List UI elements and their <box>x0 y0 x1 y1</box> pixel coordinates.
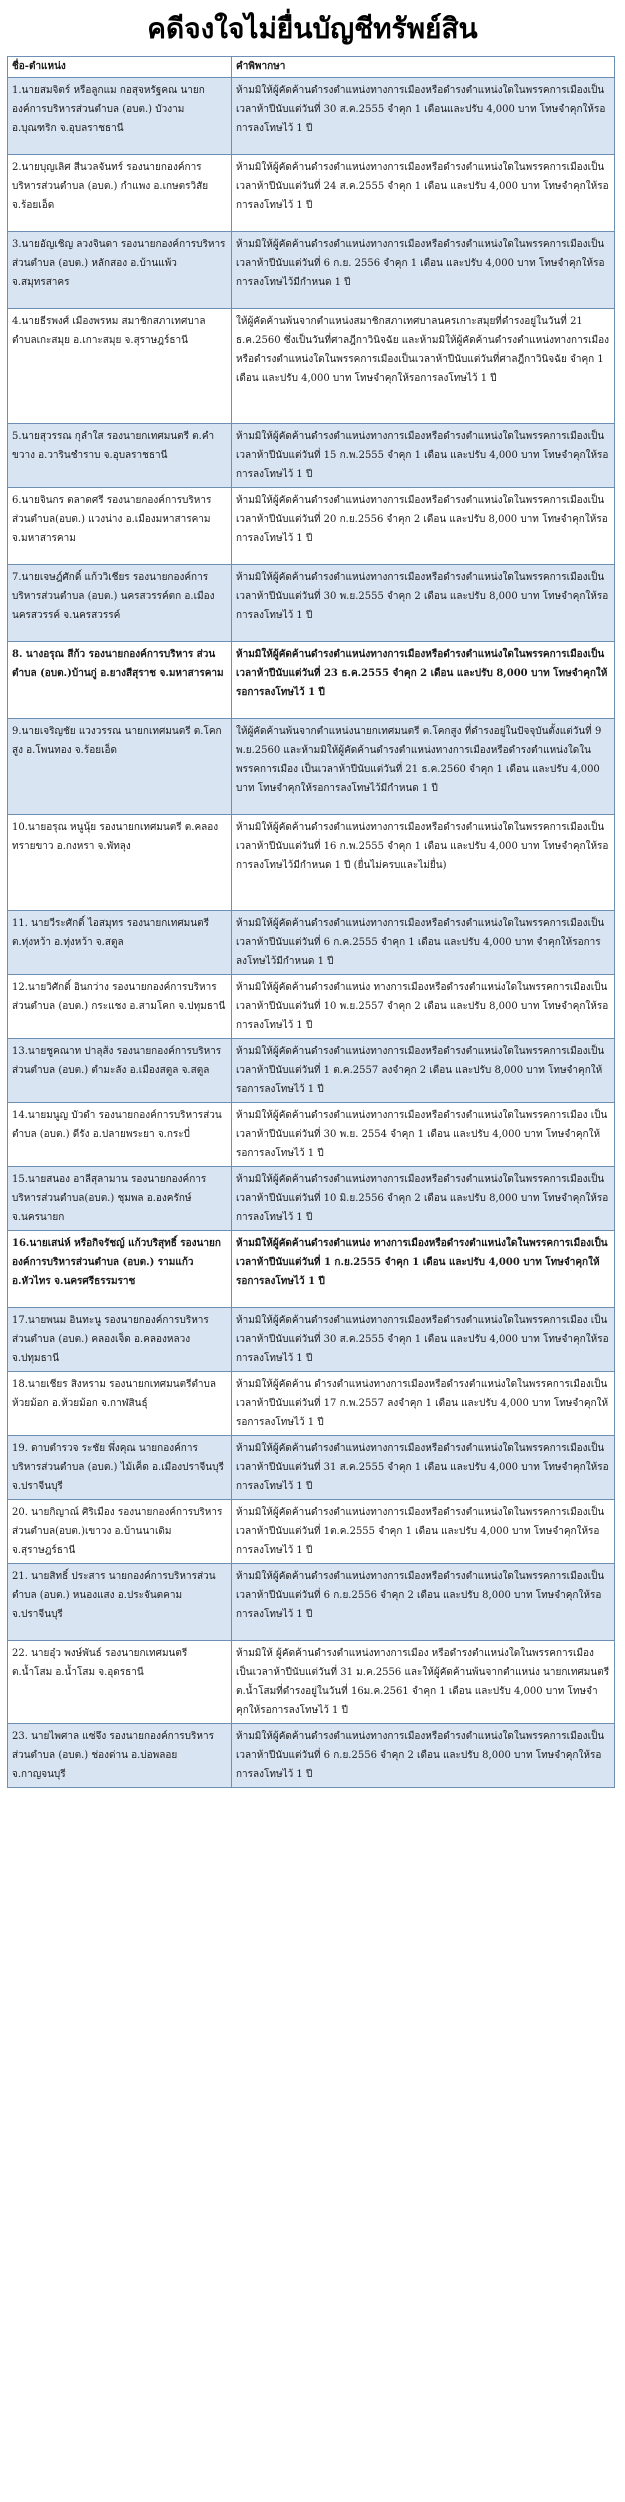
cell-name-position: 17.นายพนม อินทะนู รองนายกองค์การบริหารส่วนตำบล (อบต.) คลองเจ็ด อ.คลองหลวง จ.ปทุมธานี <box>8 1308 232 1372</box>
cell-name-position: 2.นายบุญเลิศ สีนวลจันทร์ รองนายกองค์การบริหารส่วนตำบล (อบต.) กำแพง อ.เกษตรวิสัย จ.ร้อยเอ็ด <box>8 155 232 232</box>
table-row <box>8 719 615 815</box>
cell-name-position: 10.นายอรุณ หนูนุ้ย รองนายกเทศมนตรี ต.คลองทรายขาว อ.กงหรา จ.พัทลุง <box>8 815 232 911</box>
page-title: คดีจงใจไม่ยื่นบัญชีทรัพย์สิน <box>147 12 478 45</box>
table-row <box>8 1372 615 1436</box>
cell-ruling: ห้ามมิให้ผู้คัดค้าน ดำรงตำแหน่งทางการเมืองหรือดำรงตำแหน่งใดในพรรคการเมืองเป็นเวลาห้าปีนับแต่วันที่ 17 ก.พ.2557 ลงจำคุก 1 เดือน และปรับ 4,000 บาท โทษจำคุกให้รอการลงโทษไว้ 1 ปี <box>232 1372 615 1436</box>
cell-ruling: ห้ามมิให้ผู้คัดค้านดำรงตำแหน่งทางการเมืองหรือดำรงตำแหน่งใดในพรรคการเมืองเป็นเวลาห้าปีนับแต่วันที่ 6 ก.ค.2555 จำคุก 1 เดือน และปรับ 4,000 บาท จำคุกให้รอการลงโทษไว้มีกำหนด 1 ปี <box>232 911 615 975</box>
table-header-row <box>8 57 615 78</box>
table-row <box>8 232 615 309</box>
table-row <box>8 1167 615 1231</box>
table-row <box>8 642 615 719</box>
cell-ruling: ห้ามมิให้ผู้คัดค้านดำรงตำแหน่งทางการเมืองหรือดำรงตำแหน่งใดในพรรคการเมือง เป็นเวลาห้าปีนับแต่วันที่ 30 พ.ย. 2554 จำคุก 1 เดือน และปรับ 4,000 บาท โทษจำคุกให้รอการลงโทษไว้ 1 ปี <box>232 1103 615 1167</box>
table-row <box>8 975 615 1039</box>
cell-name-position: 20. นายกิญาณ์ ศิริเมือง รองนายกองค์การบริหารส่วนตำบล(อบต.)เขาวง อ.บ้านนาเดิม จ.สุราษฎร์ธานี <box>8 1500 232 1564</box>
table-row <box>8 1564 615 1641</box>
table-row <box>8 1039 615 1103</box>
cell-ruling: ห้ามมิให้ผู้คัดค้านดำรงตำแหน่งทางการเมืองหรือดำรงตำแหน่งใดในพรรคการเมืองเป็นเวลาห้าปีนับแต่วันที่ 31 ส.ค.2555 จำคุก 1 เดือน และปรับ 4,000 บาท โทษจำคุกให้รอการลงโทษไว้ 1 ปี <box>232 1436 615 1500</box>
cell-name-position: 3.นายอัญเชิญ ลวงจินดา รองนายกองค์การบริหารส่วนตำบล (อบต.) หลักสอง อ.บ้านแพ้ว จ.สมุทรสาคร <box>8 232 232 309</box>
cell-name-position: 16.นายเสน่ห์ หรือกิจรัชญ์ แก้วบริสุทธิ์ รองนายกองค์การบริหารส่วนตำบล (อบต.) รามแก้ว อ.หัวไทร จ.นครศรีธรรมราช <box>8 1231 232 1308</box>
table-row <box>8 911 615 975</box>
cell-ruling: ห้ามมิให้ผู้คัดค้านดำรงตำแหน่งทางการเมืองหรือดำรงตำแหน่งใดในพรรคการเมืองเป็นเวลาห้าปีนับแต่วันที่ 24 ส.ค.2555 จำคุก 1 เดือน และปรับ 4,000 บาท โทษจำคุกให้รอการลงโทษไว้ 1 ปี <box>232 155 615 232</box>
table-body <box>8 78 615 1788</box>
cell-name-position: 14.นายมนูญ บัวดำ รองนายกองค์การบริหารส่วนตำบล (อบต.) ดีรัง อ.ปลายพระยา จ.กระบี่ <box>8 1103 232 1167</box>
cell-ruling: ห้ามมิให้ผู้คัดค้านดำรงตำแหน่งทางการเมืองหรือดำรงตำแหน่งใดในพรรคการเมืองเป็นเวลาห้าปีนับแต่วันที่ 6 ก.ย. 2556 จำคุก 1 เดือน และปรับ 4,000 บาท โทษจำคุกให้รอการลงโทษไว้มีกำหนด 1 ปี <box>232 232 615 309</box>
cell-ruling: ห้ามมิให้ผู้คัดค้านดำรงตำแหน่งทางการเมืองหรือดำรงตำแหน่งใดในพรรคการเมืองเป็นเวลาห้าปีนับแต่วันที่ 30 ส.ค.2555 จำคุก 1 เดือนและปรับ 4,000 บาท โทษจำคุกให้รอการลงโทษไว้ 1 ปี <box>232 78 615 155</box>
column-header-ruling: คำพิพากษา <box>232 57 615 78</box>
cell-name-position: 6.นายจินกร ตลาดศรี รองนายกองค์การบริหารส่วนตำบล(อบต.) แวงน่าง อ.เมืองมหาสารคาม จ.มหาสารคาม <box>8 488 232 565</box>
table-row <box>8 1308 615 1372</box>
cell-ruling: ห้ามมิให้ผู้คัดค้านดำรงตำแหน่งทางการเมืองหรือดำรงตำแหน่งใดในพรรคการเมืองเป็นเวลาห้าปีนับแต่วันที่ 15 ก.พ.2555 จำคุก 1 เดือน และปรับ 4,000 บาท โทษจำคุกให้รอการลงโทษไว้ 1 ปี <box>232 424 615 488</box>
table-row <box>8 1641 615 1724</box>
cell-ruling: ห้ามมิให้ผู้คัดค้านดำรงตำแหน่งทางการเมืองหรือดำรงตำแหน่งใดในพรรคการเมืองเป็นเวลาห้าปีนับแต่วันที่ 23 ธ.ค.2555 จำคุก 2 เดือน และปรับ 8,000 บาท โทษจำคุกให้รอการลงโทษไว้ 1 ปี <box>232 642 615 719</box>
cell-ruling: ห้ามมิให้ผู้คัดค้านดำรงตำแหน่งทางการเมืองหรือดำรงตำแหน่งใดในพรรคการเมืองเป็นเวลาห้าปีนับแต่วันที่ 20 ก.ย.2556 จำคุก 2 เดือน และปรับ 8,000 บาท โทษจำคุกให้รอการลงโทษไว้ 1 ปี <box>232 488 615 565</box>
cell-name-position: 1.นายสมจิตร์ หรือลูกแม กอสุจหรัฐคณ นายกองค์การบริหารส่วนตำบล (อบต.) บัวงาม อ.บุณฑริก จ.อุบลราชธานี <box>8 78 232 155</box>
cell-ruling: ห้ามมิให้ผู้คัดค้านดำรงตำแหน่งทางการเมืองหรือดำรงตำแหน่งใดในพรรคการเมืองเป็นเวลาห้าปีนับแต่วันที่ 1ต.ค.2555 จำคุก 1 เดือน และปรับ 4,000 บาท โทษจำคุกให้รอการลงโทษไว้ 1 ปี <box>232 1500 615 1564</box>
table-row <box>8 1231 615 1308</box>
cell-ruling: ห้ามมิให้ผู้คัดค้านดำรงตำแหน่งทางการเมืองหรือดำรงตำแหน่งใดในพรรคการเมืองเป็นเวลาห้าปีนับแต่วันที่ 6 ก.ย.2556 จำคุก 2 เดือน และปรับ 8,000 บาท โทษจำคุกให้รอการลงโทษไว้ 1 ปี <box>232 1564 615 1641</box>
cell-name-position: 22. นายอุ๋ว พงษ์พันธ์ รองนายกเทศมนตรี ต.น้ำโสม อ.น้ำโสม จ.อุดรธานี <box>8 1641 232 1724</box>
cell-name-position: 21. นายสิทธิ์ ประสาร นายกองค์การบริหารส่วนตำบล (อบต.) หนองแสง อ.ประจันตคาม จ.ปราจีนบุรี <box>8 1564 232 1641</box>
cell-ruling: ห้ามมิให้ผู้คัดค้านดำรงตำแหน่ง ทางการเมืองหรือดำรงตำแหน่งใดในพรรคการเมืองเป็นเวลาห้าปีนับแต่วันที่ 10 พ.ย.2557 จำคุก 2 เดือน และปรับ 8,000 บาท โทษจำคุกให้รอการลงโทษไว้ 1 ปี <box>232 975 615 1039</box>
table-row <box>8 424 615 488</box>
cell-name-position: 23. นายไพศาล แซ่จึง รองนายกองค์การบริหารส่วนตำบล (อบต.) ช่องด่าน อ.บ่อพลอย จ.กาญจนบุรี <box>8 1724 232 1788</box>
table-row <box>8 309 615 424</box>
cell-name-position: 15.นายสนอง อาลีสุลามาน รองนายกองค์การบริหารส่วนตำบล(อบต.) ชุมพล อ.องครักษ์ จ.นครนายก <box>8 1167 232 1231</box>
cell-ruling: ห้ามมิให้ผู้คัดค้านดำรงตำแหน่งทางการเมืองหรือดำรงตำแหน่งใดในพรรคการเมือง เป็นเวลาห้าปีนับแต่วันที่ 30 ส.ค.2555 จำคุก 1 เดือน และปรับ 4,000 บาท โทษจำคุกให้รอการลงโทษไว้ 1 ปี <box>232 1308 615 1372</box>
table-row <box>8 1500 615 1564</box>
cell-name-position: 11. นายวีระศักดิ์ ไอสมุทร รองนายกเทศมนตรี ต.ทุ่งหว้า อ.ทุ่งหว้า จ.สตูล <box>8 911 232 975</box>
cell-name-position: 9.นายเจริญชัย แวงวรรณ นายกเทศมนตรี ต.โคกสูง อ.โพนทอง จ.ร้อยเอ็ด <box>8 719 232 815</box>
table-row <box>8 1436 615 1500</box>
cell-ruling: ห้ามมิให้ ผู้คัดค้านดำรงตำแหน่งทางการเมือง หรือดำรงตำแหน่งใดในพรรคการเมืองเป็นเวลาห้าปีนับแต่วันที่ 31 ม.ค.2556 และให้ผู้คัดค้านพ้นจากตำแหน่ง นายกเทศมนตรี ต.น้ำโสมที่ดำรงอยู่ในวันที่ 16ม.ค.2561 จำคุก 1 เดือน และปรับ 4,000 บาท โทษจำคุกให้รอการลงโทษไว้ 1 ปี <box>232 1641 615 1724</box>
cell-name-position: 7.นายเจษฎ์ศักดิ์ แก้ววิเชียร รองนายกองค์การบริหารส่วนตำบล (อบต.) นครสวรรค์ตก อ.เมืองนครสวรรค์ จ.นครสวรรค์ <box>8 565 232 642</box>
cell-name-position: 4.นายธีรพงศ์ เมืองพรหม สมาชิกสภาเทศบาลตำบลเกะสมุย อ.เกาะสมุย จ.สุราษฎร์ธานี <box>8 309 232 424</box>
verdict-table <box>7 56 615 1788</box>
cell-ruling: ห้ามมิให้ผู้คัดค้านดำรงตำแหน่งทางการเมืองหรือดำรงตำแหน่งใดในพรรคการเมืองเป็นเวลาห้าปีนับแต่วันที่ 1 ต.ค.2557 ลงจำคุก 2 เดือน และปรับ 8,000 บาท โทษจำคุกให้รอการลงโทษไว้ 1 ปี <box>232 1039 615 1103</box>
cell-ruling: ให้ผู้คัดค้านพ้นจากตำแหน่งสมาชิกสภาเทศบาลนครเกาะสมุยที่ดำรงอยู่ในวันที่ 21 ธ.ค.2560 ซึ่งเป็นวันที่ศาลฎีกาวินิจฉัย และห้ามมิให้ผู้คัดค้านดำรงตำแหน่งทางการเมืองหรือดำรงตำแหน่งใดในพรรคการเมืองเป็นเวลาห้าปีนับแต่วันที่ศาลฎีกาวินิจฉัย จำคุก 1 เดือน และปรับ 4,000 บาท โทษจำคุกให้รอการลงโทษไว้ 1 ปี <box>232 309 615 424</box>
cell-name-position: 5.นายสุวรรณ กุลำใส รองนายกเทศมนตรี ต.คำขวาง อ.วารินชำราบ จ.อุบลราชธานี <box>8 424 232 488</box>
column-header-name: ชื่อ-ตำแหน่ง <box>8 57 232 78</box>
table-row <box>8 155 615 232</box>
table-row <box>8 815 615 911</box>
cell-ruling: ห้ามมิให้ผู้คัดค้านดำรงตำแหน่งทางการเมืองหรือดำรงตำแหน่งใดในพรรคการเมืองเป็นเวลาห้าปีนับแต่วันที่ 30 พ.ย.2555 จำคุก 2 เดือน และปรับ 8,000 บาท โทษจำคุกให้รอการลงโทษไว้ 1 ปี <box>232 565 615 642</box>
table-row <box>8 78 615 155</box>
table-row <box>8 488 615 565</box>
cell-ruling: ห้ามมิให้ผู้คัดค้านดำรงตำแหน่งทางการเมืองหรือดำรงตำแหน่งใดในพรรคการเมืองเป็นเวลาห้าปีนับแต่วันที่ 6 ก.ย.2556 จำคุก 2 เดือน และปรับ 8,000 บาท โทษจำคุกให้รอการลงโทษไว้ 1 ปี <box>232 1724 615 1788</box>
cell-name-position: 12.นายวิศักดิ์ อินกว่าง รองนายกองค์การบริหารส่วนตำบล (อบต.) กระแชง อ.สามโคก จ.ปทุมธานี <box>8 975 232 1039</box>
table-row <box>8 1103 615 1167</box>
cell-ruling: ห้ามมิให้ผู้คัดค้านดำรงตำแหน่งทางการเมืองหรือดำรงตำแหน่งใดในพรรคการเมืองเป็นเวลาห้าปีนับแต่วันที่ 16 ก.พ.2555 จำคุก 1 เดือน และปรับ 4,000 บาท โทษจำคุกให้รอการลงโทษไว้มีกำหนด 1 ปี (ยื่นไม่ครบและไม่ยื่น) <box>232 815 615 911</box>
cell-name-position: 18.นายเชียร สิงหราม รองนายกเทศมนตรีตำบลห้วยม้อก อ.ห้วยม้อก จ.กาฬสินธุ์ <box>8 1372 232 1436</box>
cell-name-position: 13.นายชูคณาท ปาลุส้ง รองนายกองค์การบริหารส่วนตำบล (อบต.) ตำมะลัง อ.เมืองสตูล จ.สตูล <box>8 1039 232 1103</box>
cell-ruling: ห้ามมิให้ผู้คัดค้านดำรงตำแหน่ง ทางการเมืองหรือดำรงตำแหน่งใดในพรรคการเมืองเป็นเวลาห้าปีนับแต่วันที่ 1 ก.ย.2555 จำคุก 1 เดือน และปรับ 4,000 บาท โทษจำคุกให้รอการลงโทษไว้ 1 ปี <box>232 1231 615 1308</box>
cell-name-position: 19. ดาบตำรวจ ระชัย พึ่งคุณ นายกองค์การบริหารส่วนตำบล (อบต.) ไม้เค็ด อ.เมืองปราจีนบุรี จ.ปราจีนบุรี <box>8 1436 232 1500</box>
table-row <box>8 1724 615 1788</box>
cell-ruling: ห้ามมิให้ผู้คัดค้านดำรงตำแหน่งทางการเมืองหรือดำรงตำแหน่งใดในพรรคการเมืองเป็นเวลาห้าปีนับแต่วันที่ 10 มิ.ย.2556 จำคุก 2 เดือน และปรับ 8,000 บาท โทษจำคุกให้รอการลงโทษไว้ 1 ปี <box>232 1167 615 1231</box>
table-row <box>8 565 615 642</box>
cell-name-position: 8. นางอรุณ สีก้ว รองนายกองค์การบริหาร ส่วนตำบล (อบต.)บ้านกู่ อ.ยางสีสุราช จ.มหาสารคาม <box>8 642 232 719</box>
cell-ruling: ให้ผู้คัดค้านพ้นจากตำแหน่งนายกเทศมนตรี ต.โคกสูง ที่ดำรงอยู่ในปัจจุบันตั้งแต่วันที่ 9 พ.ย.2560 และห้ามมิให้ผู้คัดค้านดำรงตำแหน่งทางการเมืองหรือดำรงตำแหน่งใดในพรรคการเมือง เป็นเวลาห้าปีนับแต่วันที่ 21 ธ.ค.2560 จำคุก 1 เดือน และปรับ 4,000 บาท โทษจำคุกให้รอการลงโทษไว้มีกำหนด 1 ปี <box>232 719 615 815</box>
